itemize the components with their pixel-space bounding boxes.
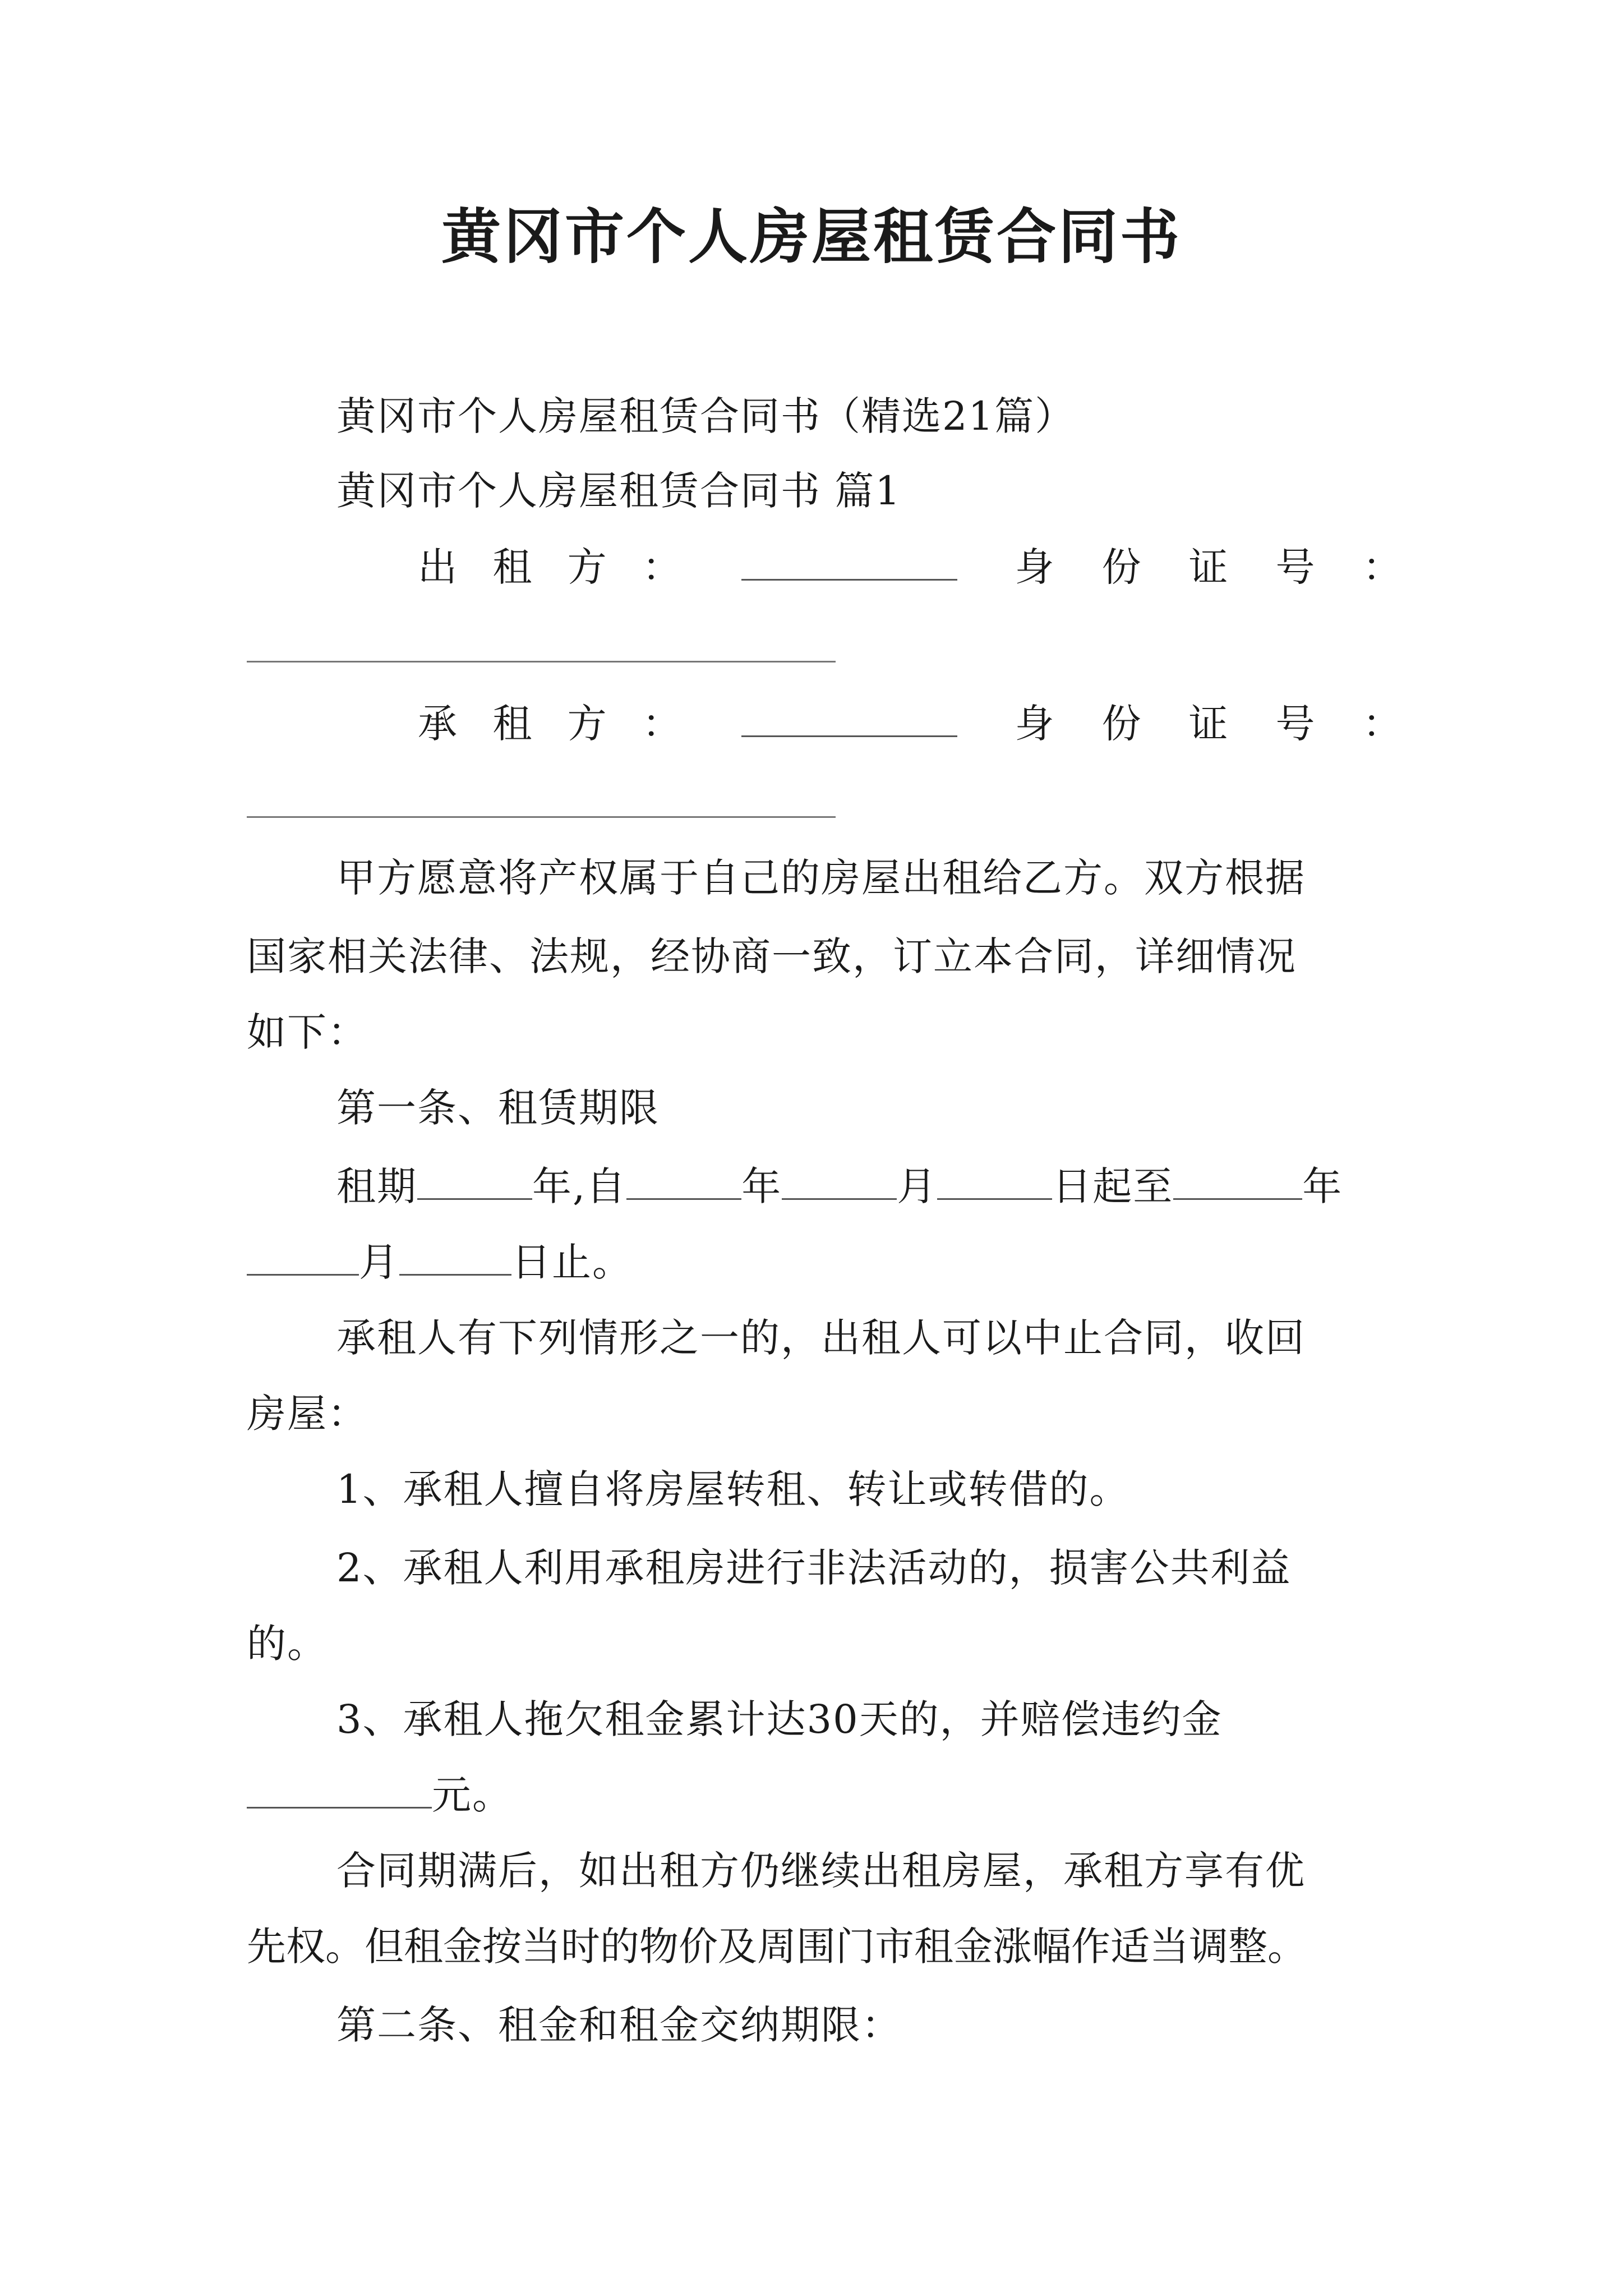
lessor-row xyxy=(418,542,1402,592)
end-day-blank xyxy=(399,1237,511,1276)
lessor-name-blank xyxy=(741,542,957,581)
intro-line-1: 甲方愿意将产权属于自己的房屋出租给乙方。双方根据 xyxy=(336,855,1306,901)
intro-line-3: 如下： xyxy=(247,1009,368,1055)
document-title: 黄冈市个人房屋租赁合同书 xyxy=(441,201,1182,272)
intro-line-2: 国家相关法律、法规，经协商一致，订立本合同，详细情况 xyxy=(247,933,1297,979)
start-month-blank xyxy=(782,1161,897,1200)
termination-line-1: 承租人有下列情形之一的，出租人可以中止合同，收回 xyxy=(336,1315,1306,1361)
subtitle: 黄冈市个人房屋租赁合同书（精选21篇） xyxy=(336,393,1076,439)
start-year-blank xyxy=(626,1161,741,1200)
lessee-label: 承 租 方 ： xyxy=(418,701,681,747)
renewal-line-1: 合同期满后，如出租方仍继续出租房屋，承租方享有优 xyxy=(336,1848,1306,1894)
termination-line-2: 房屋： xyxy=(247,1391,368,1437)
end-year-blank xyxy=(1173,1161,1302,1200)
item-3-line-2: 元。 xyxy=(247,1770,1380,1820)
article2-heading: 第二条、租金和租金交纳期限： xyxy=(336,2002,902,2048)
item-3-line-1: 3、承租人拖欠租金累计达30天的，并赔偿违约金 xyxy=(336,1696,1223,1742)
term-line-2: 月 日止。 xyxy=(247,1237,1380,1287)
penalty-amount-blank xyxy=(247,1770,432,1809)
item-2-line-1: 2、承租人利用承租房进行非法活动的，损害公共利益 xyxy=(336,1545,1292,1591)
lessor-id-label: 身 份 证 号 ： xyxy=(1015,544,1402,590)
term-years-blank xyxy=(417,1161,532,1200)
article1-heading: 第一条、租赁期限 xyxy=(336,1085,660,1131)
end-month-blank xyxy=(247,1237,359,1276)
lessor-id-blank xyxy=(247,661,836,662)
lessee-name-blank xyxy=(741,698,957,737)
lessee-id-blank xyxy=(247,816,836,818)
lessor-label: 出 租 方 ： xyxy=(418,544,681,590)
item-2-line-2: 的。 xyxy=(247,1621,328,1667)
lessee-id-label: 身 份 证 号 ： xyxy=(1015,701,1402,747)
section-heading: 黄冈市个人房屋租赁合同书 篇1 xyxy=(336,468,901,514)
term-line-1: 租期 年,自 年 月 日起至 年 xyxy=(336,1161,1385,1212)
start-day-blank xyxy=(937,1161,1052,1200)
lessee-row xyxy=(418,698,1402,749)
renewal-line-2: 先权。但租金按当时的物价及周围门市租金涨幅作适当调整。 xyxy=(247,1924,1307,1970)
item-1: 1、承租人擅自将房屋转租、转让或转借的。 xyxy=(336,1466,1130,1512)
